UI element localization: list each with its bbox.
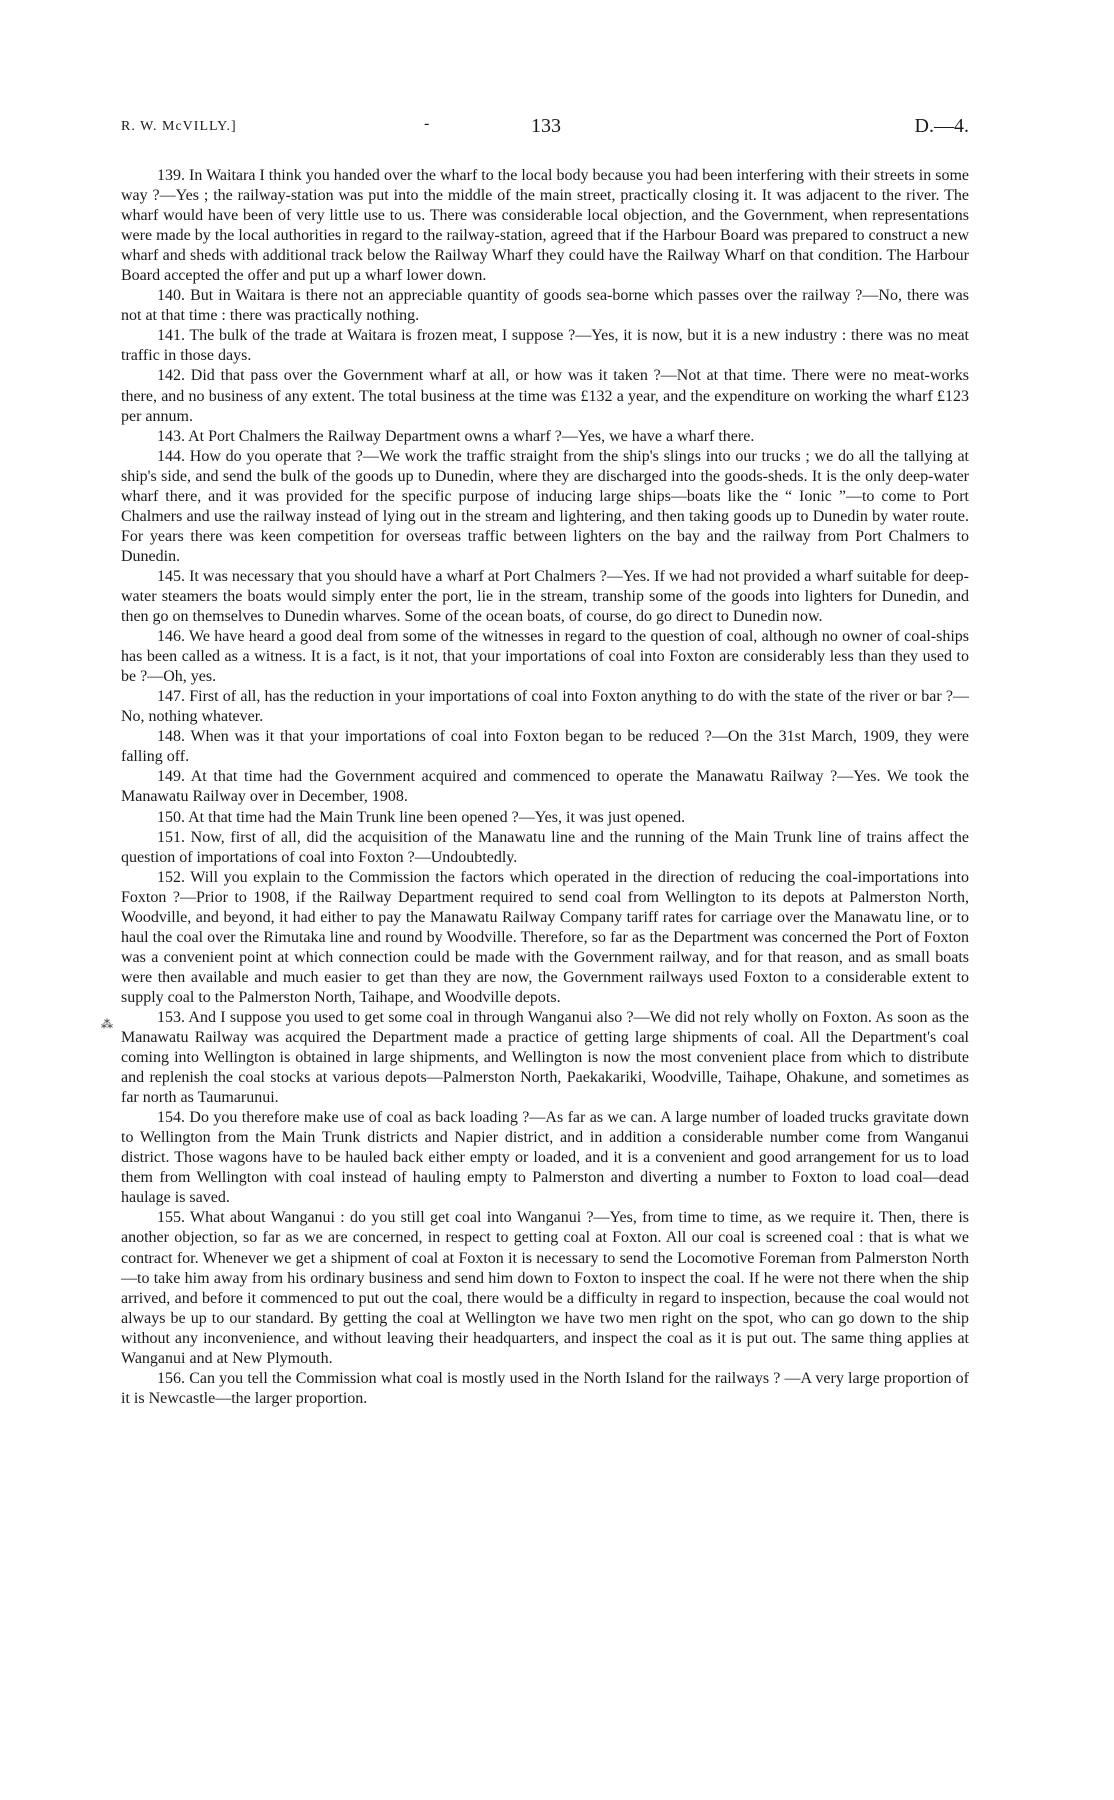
paragraph-147: 147. First of all, has the reduction in your importations of coal into Foxton anything to do with the state of the river or bar ?—No, nothing whatever. <box>121 688 969 726</box>
document-code: D.—4. <box>914 115 969 137</box>
paragraph-155: 155. What about Wanganui : do you still get coal into Wanganui ?—Yes, from time to time, as we require it. Then, there is another objection, so far as we are concerned, in respect to getting coal at Foxton. All our coal is screened coal : that is what we contract for. Whenever we get a shipment of coal at Foxton it is necessary to send the Locomotive Foreman from Palmerston North —to take him away from his ordinary business and send him down to Foxton to inspect the coal. If he were not there when the ship arrived, and before it commenced to put out the coal, there would be a difficulty in regard to inspection, because the coal would not always be up to our standard. By getting the coal at Wellington we have two men right on the spot, who can go down to the ship without any inconvenience, and without leaving their headquarters, and inspect the coal as it is put out. The same thing applies at Wanganui and at New Plymouth. <box>121 1209 969 1367</box>
paragraph-143: 143. At Port Chalmers the Railway Department owns a wharf ?—Yes, we have a wharf there. <box>157 427 755 445</box>
margin-mark-icon: ⁂ <box>101 1017 113 1031</box>
paragraph-146: 146. We have heard a good deal from some of the witnesses in regard to the question of coal, although no owner of coal-ships has been called as a witness. It is a fact, is it not, that your importations of coal into Foxton are considerably less than they used to be ?—Oh, yes. <box>121 628 969 686</box>
paragraph-151: 151. Now, first of all, did the acquisition of the Manawatu line and the running of the Main Trunk line of trains affect the question of importations of coal into Foxton ?—Undoubtedly. <box>121 828 969 866</box>
paragraph-144: 144. How do you operate that ?—We work the traffic straight from the ship's slings into our trucks ; we do all the tallying at ship's side, and send the bulk of the goods up to Dunedin, where they are discharged into the goods-sheds. It is the only deep-water wharf there, and it was provided for the specific purpose of inducing large ships—boats like the “ Ionic ”—to come to Port Chalmers and use the railway instead of lying out in the stream and lightering, and then taking goods up to Dunedin by water route. For years there was keen competition for overseas traffic between lighters on the bay and the railway from Port Chalmers to Dunedin. <box>121 447 969 565</box>
page-number: 133 <box>531 115 561 137</box>
paragraph-140: 140. But in Waitara is there not an appreciable quantity of goods sea-borne which passes over the railway ?—No, there was not at that time : there was practically nothing. <box>121 287 969 325</box>
paragraph-150: 150. At that time had the Main Trunk line been opened ?—Yes, it was just opened. <box>157 808 686 826</box>
paragraph-142: 142. Did that pass over the Government wharf at all, or how was it taken ?—Not at that time. There were no meat-works there, and no business of any extent. The total business at the time was £132 a year, and the expenditure on working the wharf £123 per annum. <box>121 367 969 425</box>
witness-name-header: R. W. McVILLY.] <box>121 119 237 134</box>
paragraph-154: 154. Do you therefore make use of coal as back loading ?—As far as we can. A large number of loaded trucks gravitate down to Wellington from the Main Trunk districts and Napier district, and in addition a considerable number come from Wanganui district. Those wagons have to be hauled back either empty or loaded, and it is a convenient and good arrangement for us to load them from Wellington with coal instead of hauling empty to Palmerston and diverting a number to Foxton to load coal—dead haulage is saved. <box>121 1109 969 1207</box>
testimony-body <box>121 166 969 1409</box>
header-dash: - <box>424 115 430 132</box>
paragraph-148: 148. When was it that your importations of coal into Foxton began to be reduced ?—On the 31st March, 1909, they were falling off. <box>121 728 969 766</box>
paragraph-156: 156. Can you tell the Commission what coal is mostly used in the North Island for the railways ? —A very large proportion of it is Newcastle—the larger proportion. <box>121 1369 969 1407</box>
paragraph-139: 139. In Waitara I think you handed over the wharf to the local body because you had been interfering with their streets in some way ?—Yes ; the railway-station was put into the middle of the main street, practically closing it. It was adjacent to the river. The wharf would have been of very little use to us. There was considerable local objection, and the Government, when representations were made by the local authorities in regard to the railway-station, agreed that if the Harbour Board was prepared to construct a new wharf and sheds with additional track below the Railway Wharf they could have the Railway Wharf on that condition. The Harbour Board accepted the offer and put up a wharf lower down. <box>121 167 969 285</box>
paragraph-145: 145. It was necessary that you should have a wharf at Port Chalmers ?—Yes. If we had not provided a wharf suitable for deep-water steamers the boats would simply enter the port, lie in the stream, tranship some of the goods into lighters for Dunedin, and then go on themselves to Dunedin wharves. Some of the ocean boats, of course, do go direct to Dunedin now. <box>121 567 969 626</box>
paragraph-149: 149. At that time had the Government acquired and commenced to operate the Manawatu Railway ?—Yes. We took the Manawatu Railway over in December, 1908. <box>121 768 969 806</box>
paragraph-152: 152. Will you explain to the Commission the factors which operated in the direction of reducing the coal-importations into Foxton ?—Prior to 1908, if the Railway Department required to send coal from Wellington to its depots at Palmerston North, Woodville, and beyond, it had either to pay the Manawatu Railway Company tariff rates for carriage over the Manawatu line, or to haul the coal over the Rimutaka line and round by Woodville. Therefore, so far as the Department was concerned the Port of Foxton was a convenient point at which connection could be made with the Government railway, and for that reason, and as small boats were then available and much easier to get than they are now, the Government railways used Foxton to a considerable extent to supply coal to the Palmerston North, Taihape, and Woodville depots. <box>121 868 969 1006</box>
paragraph-141: 141. The bulk of the trade at Waitara is frozen meat, I suppose ?—Yes, it is now, but it is a new industry : there was no meat traffic in those days. <box>121 327 969 365</box>
paragraph-153: 153. And I suppose you used to get some coal in through Wanganui also ?—We did not rely wholly on Foxton. As soon as the Manawatu Railway was acquired the Department made a practice of getting large shipments of coal. All the Department's coal coming into Wellington is obtained in large shipments, and Wellington is now the most convenient place from which to distribute and replenish the coal stocks at various depots—Palmerston North, Paekakariki, Woodville, Taihape, Ohakune, and sometimes as far north as Taumarunui. <box>121 1008 969 1107</box>
page-header <box>121 115 969 145</box>
